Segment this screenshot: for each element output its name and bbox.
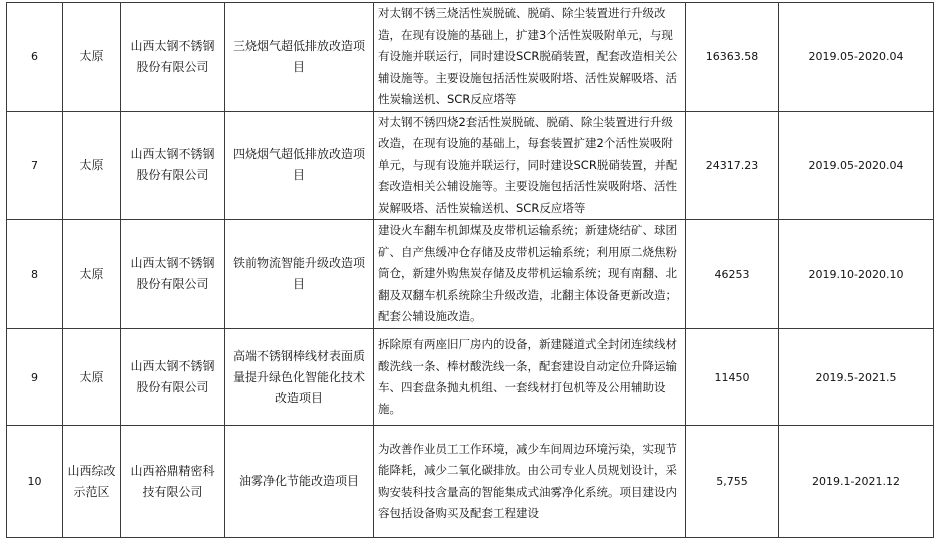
row-number: 6 bbox=[7, 3, 63, 112]
city-cell: 太原 bbox=[63, 220, 121, 329]
project-name-cell: 四烧烟气超低排放改造项目 bbox=[225, 111, 374, 220]
description-cell: 建设火车翻车机卸煤及皮带机运输系统；新建烧结矿、球团矿、自产焦缓冲仓存储及皮带机运输系统；利用原二烧焦粉筒仓，新建外购焦炭存储及皮带机运输系统；现有南翻、北翻及双翻车机系统除尘升级改造，北翻主体设备更新改造；配套公辅设施改造。 bbox=[374, 220, 686, 329]
period-cell: 2019.10-2020.10 bbox=[779, 220, 934, 329]
table-row bbox=[7, 220, 934, 329]
row-number: 10 bbox=[7, 426, 63, 538]
project-table bbox=[6, 2, 934, 538]
period-cell: 2019.5-2021.5 bbox=[779, 329, 934, 426]
project-name-cell: 铁前物流智能升级改造项目 bbox=[225, 220, 374, 329]
description-cell: 拆除原有两座旧厂房内的设备，新建隧道式全封闭连续线材酸洗线一条、棒材酸洗线一条，配套建设自动定位升降运输车、四套盘条抛丸机组、一套线材打包机等及公用辅助设施。 bbox=[374, 329, 686, 426]
description-cell: 对太钢不锈三烧活性炭脱硫、脱硝、除尘装置进行升级改造，在现有设施的基础上，扩建3个活性炭吸附单元，与现有设施并联运行，同时建设SCR脱硝装置，配套改造相关公辅设施等。主要设施包括活性炭吸附塔、活性炭解吸塔、活性炭输送机、SCR反应塔等 bbox=[374, 3, 686, 112]
project-name-cell: 油雾净化节能改造项目 bbox=[225, 426, 374, 538]
row-number: 9 bbox=[7, 329, 63, 426]
investment-cell: 46253 bbox=[686, 220, 779, 329]
table-row bbox=[7, 329, 934, 426]
investment-cell: 16363.58 bbox=[686, 3, 779, 112]
investment-cell: 11450 bbox=[686, 329, 779, 426]
table-row bbox=[7, 111, 934, 220]
project-name-cell: 高端不锈钢棒线材表面质量提升绿色化智能化技术改造项目 bbox=[225, 329, 374, 426]
city-cell: 太原 bbox=[63, 329, 121, 426]
period-cell: 2019.05-2020.04 bbox=[779, 111, 934, 220]
row-number: 7 bbox=[7, 111, 63, 220]
investment-cell: 24317.23 bbox=[686, 111, 779, 220]
company-cell: 山西太钢不锈钢股份有限公司 bbox=[121, 220, 225, 329]
company-cell: 山西裕鼎精密科技有限公司 bbox=[121, 426, 225, 538]
company-cell: 山西太钢不锈钢股份有限公司 bbox=[121, 3, 225, 112]
company-cell: 山西太钢不锈钢股份有限公司 bbox=[121, 111, 225, 220]
description-cell: 为改善作业员工工作环境，减少车间周边环境污染，实现节能降耗，减少二氧化碳排放。由公司专业人员规划设计，采购安装科技含量高的智能集成式油雾净化系统。项目建设内容包括设备购买及配套工程建设 bbox=[374, 426, 686, 538]
city-cell: 太原 bbox=[63, 3, 121, 112]
table-row bbox=[7, 426, 934, 538]
project-name-cell: 三烧烟气超低排放改造项目 bbox=[225, 3, 374, 112]
city-cell: 山西综改示范区 bbox=[63, 426, 121, 538]
investment-cell: 5,755 bbox=[686, 426, 779, 538]
period-cell: 2019.05-2020.04 bbox=[779, 3, 934, 112]
row-number: 8 bbox=[7, 220, 63, 329]
description-cell: 对太钢不锈四烧2套活性炭脱硫、脱硝、除尘装置进行升级改造，在现有设施的基础上，每套装置扩建2个活性炭吸附单元，与现有设施并联运行，同时建设SCR脱硝装置，并配套改造相关公辅设施等。主要设施包括活性炭吸附塔、活性炭解吸塔、活性炭输送机、SCR反应塔等 bbox=[374, 111, 686, 220]
table-row bbox=[7, 3, 934, 112]
city-cell: 太原 bbox=[63, 111, 121, 220]
period-cell: 2019.1-2021.12 bbox=[779, 426, 934, 538]
company-cell: 山西太钢不锈钢股份有限公司 bbox=[121, 329, 225, 426]
